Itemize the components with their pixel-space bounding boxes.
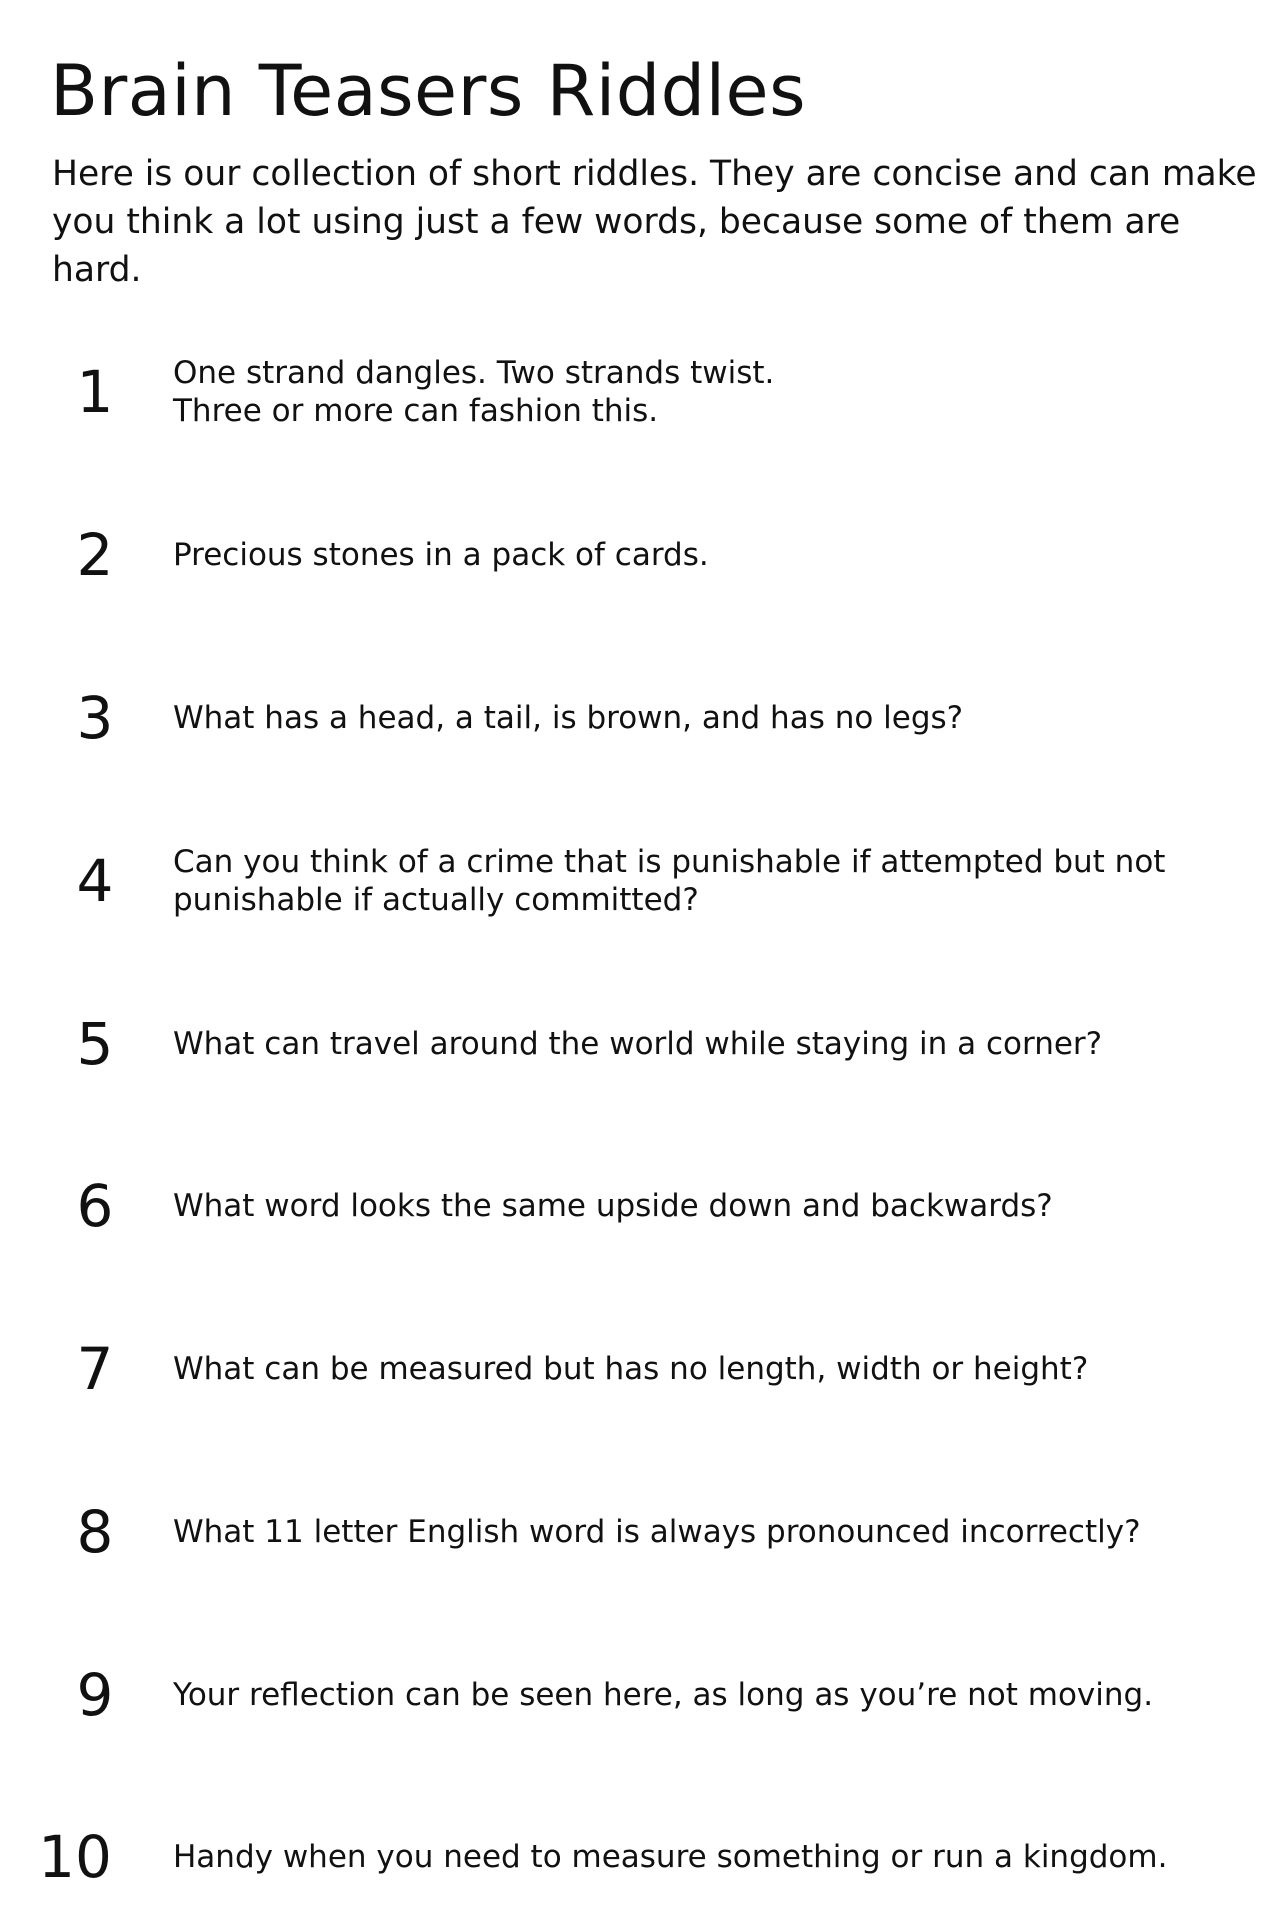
page-title: Brain Teasers Riddles: [50, 50, 807, 132]
riddle-item-2: [0, 505, 1268, 605]
riddle-text: What has a head, a tail, is brown, and has no legs?: [173, 700, 964, 736]
riddle-item-6: [0, 1156, 1268, 1256]
riddle-item-4: [0, 831, 1268, 931]
riddle-text: What word looks the same upside down and backwards?: [173, 1188, 1053, 1224]
riddle-number: 2: [76, 521, 114, 589]
riddle-number: 3: [76, 684, 114, 752]
riddle-text: What can be measured but has no length, width or height?: [173, 1351, 1089, 1387]
riddle-number: 1: [76, 358, 114, 426]
riddle-text: Your reflection can be seen here, as long as you’re not moving.: [173, 1677, 1154, 1713]
riddle-number: 7: [76, 1335, 114, 1403]
riddle-item-8: [0, 1482, 1268, 1582]
riddle-item-5: [0, 994, 1268, 1094]
intro-paragraph: Here is our collection of short riddles. They are concise and can make you think a lot using just a few words, because some of them are hard.: [52, 154, 1257, 290]
riddle-text: Handy when you need to measure something or run a kingdom.: [173, 1839, 1168, 1875]
riddle-text: Precious stones in a pack of cards.: [173, 537, 709, 573]
riddle-number: 4: [76, 847, 114, 915]
riddle-number: 8: [76, 1498, 114, 1566]
riddle-item-1: [0, 342, 1268, 442]
riddle-text: One strand dangles. Two strands twist. Three or more can fashion this.: [173, 355, 775, 429]
riddle-text: What can travel around the world while staying in a corner?: [173, 1026, 1103, 1062]
riddle-text: What 11 letter English word is always pronounced incorrectly?: [173, 1514, 1141, 1550]
riddle-item-3: [0, 668, 1268, 768]
riddle-text: Can you think of a crime that is punishable if attempted but not punishable if actually committed?: [173, 844, 1166, 918]
riddle-item-9: [0, 1645, 1268, 1745]
riddle-number: 9: [76, 1661, 114, 1729]
riddle-item-7: [0, 1319, 1268, 1419]
riddle-number: 5: [76, 1010, 114, 1078]
riddle-number: 10: [38, 1823, 112, 1891]
riddle-item-10: [0, 1807, 1268, 1907]
riddle-number: 6: [76, 1172, 114, 1240]
